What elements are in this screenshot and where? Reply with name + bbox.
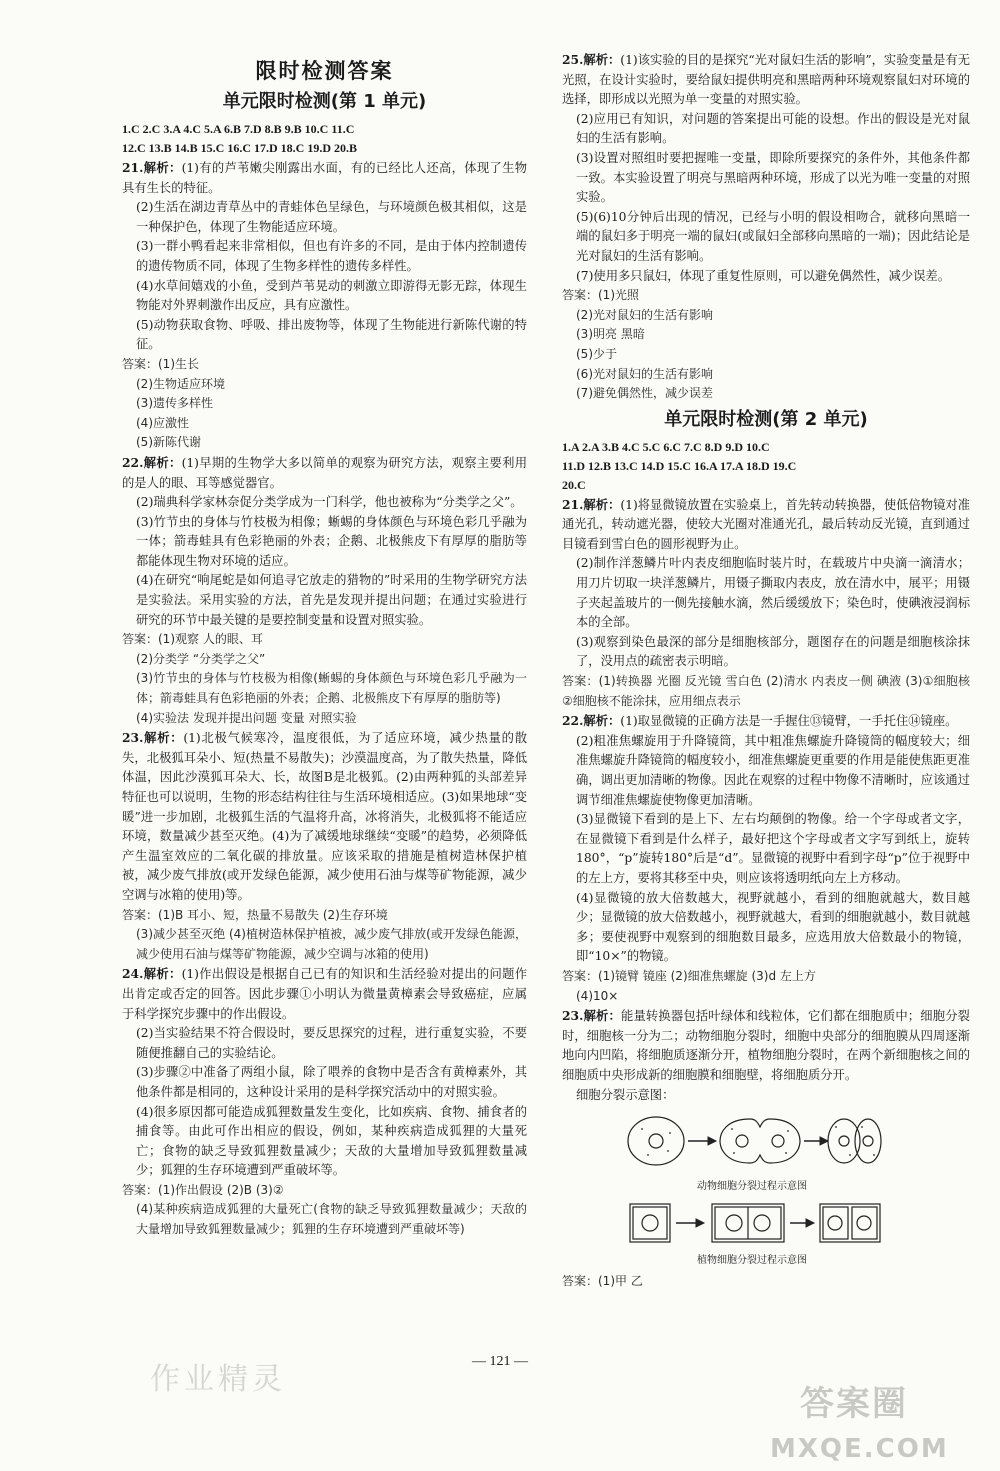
explanation-paragraph (122, 198, 527, 237)
explanation-paragraph (562, 889, 970, 967)
answer-line: (3)遗传多样性 (136, 396, 213, 411)
explanation-text: (4)在研究“响尾蛇是如何追寻它放走的猎物的”时采用的生物学研究方法是实验法。采用实验的方法，首先是发现并提出问题；在通过实验进行研究的环节中最关键的是要控制变量和设置对照实验。 (136, 573, 527, 627)
plant-diagram-caption: 植物细胞分裂过程示意图 (697, 1255, 807, 1267)
unit1-questions (122, 158, 527, 1240)
explanation-text: (3)显微镜下看到的是上下、左右均颠倒的物像。给一个字母或者文字，在显微镜下看到是什么样子，最好把这个字母或者文字写到纸上，旋转180°，“p”旋转180°后是“d”。显微镜的视野中看到字母“p”位于视野中的左上方，要将其移至中央，则应该将透明纸向左上方移动。 (576, 812, 970, 885)
question-block (562, 1006, 970, 1105)
explanation-paragraph (562, 810, 970, 888)
answer-line: (5)少于 (576, 346, 617, 361)
explanation-paragraph (562, 149, 970, 208)
unit1-mc-answers (122, 120, 527, 158)
mc-line: 1.C 2.C 3.A 4.C 5.A 6.B 7.D 8.B 9.B 10.C 11.C (122, 122, 355, 136)
page-title: 限时检测答案 (255, 59, 394, 83)
explanation-text: (3)设置对照组时要把握唯一变量，即除所要探究的条件外，其他条件都一致。本实验设置了明亮与黑暗两种环境，形成了以光为唯一变量的对照实验。 (576, 150, 970, 205)
answer-line: (3)竹节虫的身体与竹枝极为相像(蜥蜴的身体颜色与环境色彩几乎融为一体；箭毒蛙具有色彩艳丽的外表；企鹅、北极熊皮下有厚厚的脂肪等) (136, 671, 527, 706)
explanation-text: 能量转换器包括叶绿体和线粒体，它们都在细胞质中；细胞分裂时，细胞核一分为二；动物细胞分裂时，细胞中央部分的细胞膜从四周逐渐地向内凹陷，将细胞质逐渐分开，植物细胞分裂时，在两个新细胞核之间的细胞质中央形成新的细胞膜和细胞壁，将细胞质分开。 (562, 1009, 970, 1082)
explanation-text: (2)制作洋葱鳞片叶内表皮细胞临时装片时，在载玻片中央滴一滴清水；用刀片切取一块洋葱鳞片，用镊子撕取内表皮，放在清水中，展平；用镊子夹起盖玻片的一侧先接触水滴，然后缓缓放下；染色时，使碘液浸润标本的全部。 (576, 556, 970, 630)
unit2-mc-answers (562, 438, 970, 495)
unit2-questions (562, 495, 970, 1105)
mc-line: 20.C (562, 477, 586, 492)
explanation-text: (1)作出假设是根据自己已有的知识和生活经验对提出的问题作出肯定或否定的回答。因此步骤①小明认为微量黄樟素会导致癌症，应属于科学探究步骤中的作出假设。 (122, 967, 527, 1021)
question-label: 22.解析： (122, 454, 182, 470)
arrow-icon (688, 1137, 716, 1145)
explanation-paragraph (562, 711, 970, 732)
question-label: 23.解析： (562, 1008, 621, 1024)
explanation-text: (3)一群小鸭看起来非常相似，但也有许多的不同，是由于体内控制遗传的遗传物质不同，体现了生物多样性的遗传多样性。 (136, 239, 527, 273)
explanation-paragraph (562, 554, 970, 632)
explanation-text: (4)很多原因都可能造成狐狸数量发生变化，比如疾病、食物、捕食者的捕食等。由此可作出相应的假设，例如，某种疾病造成狐狸的大量死亡；食物的缺乏导致狐狸数量减少；天敌的大量增加导致狐狸数量减少；狐狸的生存环境遭到严重破坏等。 (136, 1104, 527, 1178)
animal-cell-division-svg (622, 1111, 882, 1173)
question-block (122, 964, 527, 1239)
answer-line: (4)某种疾病造成狐狸的大量死亡(食物的缺乏导致狐狸数量减少；天敌的大量增加导致狐狸数量减少；狐狸的生存环境遭到严重破坏等) (136, 1202, 527, 1237)
explanation-paragraph (562, 1006, 970, 1085)
explanation-paragraph (562, 50, 970, 110)
explanation-text: (1)将显微镜放置在实验桌上，首先转动转换器，使低倍物镜对准通光孔，转动遮光器，使较大光圈对准通光孔，最后转动反光镜，直到通过目镜看到雪白色的圆形视野为止。 (562, 497, 970, 551)
explanation-text: 细胞分裂示意图： (576, 1087, 675, 1102)
animal-diagram-caption: 动物细胞分裂过程示意图 (697, 1180, 807, 1192)
explanation-paragraph (562, 267, 970, 287)
answer-line: (4)应激性 (136, 415, 189, 430)
answer-line: 答案：(1)生长 (122, 356, 199, 371)
answer-line: 答案：(1)作出假设 (2)B (3)② (122, 1182, 284, 1197)
explanation-paragraph (122, 237, 527, 276)
cell-division-diagram (622, 1111, 970, 1268)
explanation-text: (3)竹节虫的身体与竹枝极为相像；蜥蜴的身体颜色与环境色彩几乎融为一体；箭毒蛙具有色彩艳丽的外表；企鹅、北极熊皮下有厚厚的脂肪等都能体现生物对环境的适应。 (136, 514, 527, 568)
answer-line: (6)光对鼠妇的生活有影响 (576, 366, 713, 381)
explanation-text: (2)应用已有知识，对问题的答案提出可能的设想。作出的假设是光对鼠妇的生活有影响。 (576, 111, 970, 146)
question-25 (562, 50, 970, 404)
explanation-text: (1)该实验的目的是探究“光对鼠妇生活的影响”，实验变量是有无光照，在设计实验时，要给鼠妇提供明亮和黑暗两种环境观察鼠妇对环境的选择，即形成以光照为单一变量的对照实验。 (562, 53, 971, 107)
right-column (562, 50, 970, 1292)
explanation-text: (1)取显微镜的正确方法是一手握住⑬镜臂，一手托住⑭镜座。 (620, 714, 958, 729)
explanation-text: (2)粗准焦螺旋用于升降镜筒，其中粗准焦螺旋升降镜筒的幅度较大；细准焦螺旋升降镜筒的幅度较小，细准焦螺旋更重要的作用是能使焦距更准确，调出更加清晰的物像。因此在观察的过程中物像不清晰时，应该通过调节细准焦螺旋使物像更加清晰。 (576, 733, 970, 807)
final-answer: 答案：(1)甲 乙 (562, 1274, 643, 1289)
arrow-icon (676, 1219, 704, 1227)
unit1-title: 单元限时检测(第 1 单元) (222, 91, 427, 112)
question-block (122, 158, 527, 453)
left-column (122, 50, 527, 1240)
answer-line: (5)新陈代谢 (136, 435, 201, 450)
mc-line: 12.C 13.B 14.B 15.C 16.C 17.D 18.C 19.D 20.B (122, 141, 358, 155)
answer-line: (2)生物适应环境 (136, 376, 225, 391)
explanation-text: (5)动物获取食物、呼吸、排出废物等，体现了生物能进行新陈代谢的特征。 (136, 317, 527, 352)
plant-cell-3 (820, 1204, 880, 1242)
mc-line: 11.D 12.B 13.C 14.D 15.C 16.A 17.A 18.D 19.C (562, 458, 797, 473)
answer-line: (2)光对鼠妇的生活有影响 (576, 307, 713, 322)
answer-line: (4)实验法 发现并提出问题 变量 对照实验 (136, 710, 357, 725)
answer-line: 答案：(1)光照 (562, 288, 639, 303)
animal-cell-3 (828, 1119, 881, 1163)
explanation-text: (1)北极气候寒冷，温度很低，为了适应环境，减少热量的散失，北极狐耳朵小、短(热量不易散失)；沙漠温度高，为了散失热量，降低体温，因此沙漠狐耳朵大、长，故图B是北极狐。(2)由两种狐的头部差异特征也可以说明，生物的形态结构往往与生活环境相适应。(3)如果地球“变暖”进一步加剧，北极狐生活的气温将升高，冰将消失，北极狐将不能适应环境，数量减少甚至灭绝。(4)为了减缓地球继续“变暖”的趋势，必须降低产生温室效应的二氧化碳的排放量。应该采取的措施是植树造林保护植被，减少废气排放(或开发绿色能源，减少使用石油与煤等矿物能源，减少空调与冰箱的使用)等。 (122, 731, 527, 902)
mc-line: 1.A 2.A 3.B 4.C 5.C 6.C 7.C 8.D 9.D 10.C (562, 439, 770, 454)
answer-line: (7)避免偶然性，减少误差 (576, 386, 713, 401)
answer-line: (4)10× (576, 988, 619, 1003)
explanation-paragraph (122, 513, 527, 572)
explanation-paragraph (122, 316, 527, 355)
explanation-text: (7)使用多只鼠妇，体现了重复性原则，可以避免偶然性，减少误差。 (576, 268, 951, 283)
arrow-icon (804, 1137, 828, 1145)
explanation-text: (4)水草间嬉戏的小鱼，受到芦苇晃动的刺激立即游得无影无踪，体现生物能对外界刺激作出反应，具有应激性。 (136, 278, 527, 313)
explanation-paragraph (562, 110, 970, 149)
explanation-paragraph (122, 1063, 527, 1102)
plant-cell-2 (712, 1204, 784, 1242)
question-label: 25.解析： (562, 52, 621, 67)
answer-line: 答案：(1)转换器 光圈 反光镜 雪白色 (2)清水 内表皮一侧 碘液 (3)①细胞核 ②细胞核不能涂抹，应用细点表示 (562, 674, 970, 708)
page-number: — 121 — (472, 1354, 528, 1369)
unit2-title: 单元限时检测(第 2 单元) (664, 408, 868, 430)
explanation-text: (2)生活在湖边青草丛中的青蛙体色呈绿色，与环境颜色极其相似，这是一种保护色，体现了生物能适应环境。 (136, 200, 527, 234)
explanation-text: (5)(6)10分钟后出现的情况，已经与小明的假设相吻合，就移向黑暗一端的鼠妇多于明亮一端的鼠妇(或鼠妇全部移向黑暗的一端)；因此结论是光对鼠妇的生活有影响。 (576, 209, 970, 263)
explanation-paragraph (122, 158, 527, 198)
answer-line: (2)分类学 “分类学之父” (136, 651, 266, 666)
explanation-paragraph (562, 1086, 970, 1106)
explanation-text: (1)有的芦苇嫩尖刚露出水面，有的已经比人还高，体现了生物具有生长的特征。 (122, 161, 527, 195)
animal-cell-1 (628, 1117, 684, 1165)
watermark-left: 作业精灵 (150, 1362, 286, 1397)
question-label: 24.解析： (122, 966, 182, 982)
question-block (562, 711, 970, 1006)
explanation-paragraph (562, 633, 970, 672)
explanation-paragraph (122, 728, 527, 905)
watermark-right-logo: 答案圈 (800, 1384, 908, 1424)
explanation-paragraph (122, 1024, 527, 1063)
question-label: 21.解析： (122, 160, 182, 175)
answer-line: (3)减少甚至灭绝 (4)植树造林保护植被，减少废气排放(或开发绿色能源，减少使用石油与煤等矿物能源，减少空调与冰箱的使用) (136, 927, 527, 961)
explanation-paragraph (562, 208, 970, 267)
explanation-text: (3)步骤②中准备了两组小鼠，除了喂养的食物中是否含有黄樟素外，其他条件都是相同的，这种设计采用的是科学探究活动中的对照实验。 (136, 1065, 527, 1099)
question-block (122, 453, 527, 728)
explanation-paragraph (122, 1103, 527, 1181)
explanation-paragraph (122, 964, 527, 1024)
answer-line: 答案：(1)镜臂 镜座 (2)细准焦螺旋 (3)d 左上方 (562, 968, 816, 983)
watermark-right-url: MXQE.COM (770, 1434, 949, 1464)
explanation-text: (3)观察到染色最深的部分是细胞核部分，题图存在的问题是细胞核涂抹了，没用点的疏密表示明暗。 (576, 634, 970, 669)
question-label: 22.解析： (562, 713, 621, 729)
answer-line: 答案：(1)观察 人的眼、耳 (122, 632, 263, 647)
explanation-text: (2)当实验结果不符合假设时，要反思探究的过程，进行重复实验，不要随便推翻自己的实验结论。 (136, 1026, 527, 1060)
explanation-paragraph (122, 493, 527, 513)
arrow-icon (790, 1219, 814, 1227)
explanation-paragraph (122, 277, 527, 316)
explanation-paragraph (562, 495, 970, 555)
question-label: 23.解析： (122, 730, 184, 746)
explanation-paragraph (122, 571, 527, 630)
explanation-text: (1)早期的生物学大多以简单的观察为研究方法，观察主要利用的是人的眼、耳等感觉器官。 (122, 455, 527, 490)
animal-cell-2 (720, 1119, 800, 1163)
answer-line: 答案：(1)B 耳小、短，热量不易散失 (2)生存环境 (122, 907, 388, 922)
question-block (122, 728, 527, 964)
plant-cell-1 (630, 1204, 670, 1242)
answer-line: (3)明亮 黑暗 (576, 327, 645, 342)
explanation-text: (2)瑞典科学家林奈促分类学成为一门科学，他也被称为“分类学之父”。 (136, 495, 523, 510)
explanation-paragraph (562, 732, 970, 810)
question-block (562, 495, 970, 712)
explanation-text: (4)显微镜的放大倍数越大，视野就越小，看到的细胞就越大，数目越少；显微镜的放大倍数越小，视野就越大，看到的细胞就越小，数目就越多；要使视野中观察到的细胞数目最多，应选用放大倍数最小的物镜，即“10×”的物镜。 (576, 890, 970, 964)
plant-cell-division-svg (622, 1198, 882, 1248)
question-label: 21.解析： (562, 496, 621, 512)
explanation-paragraph (122, 453, 527, 493)
